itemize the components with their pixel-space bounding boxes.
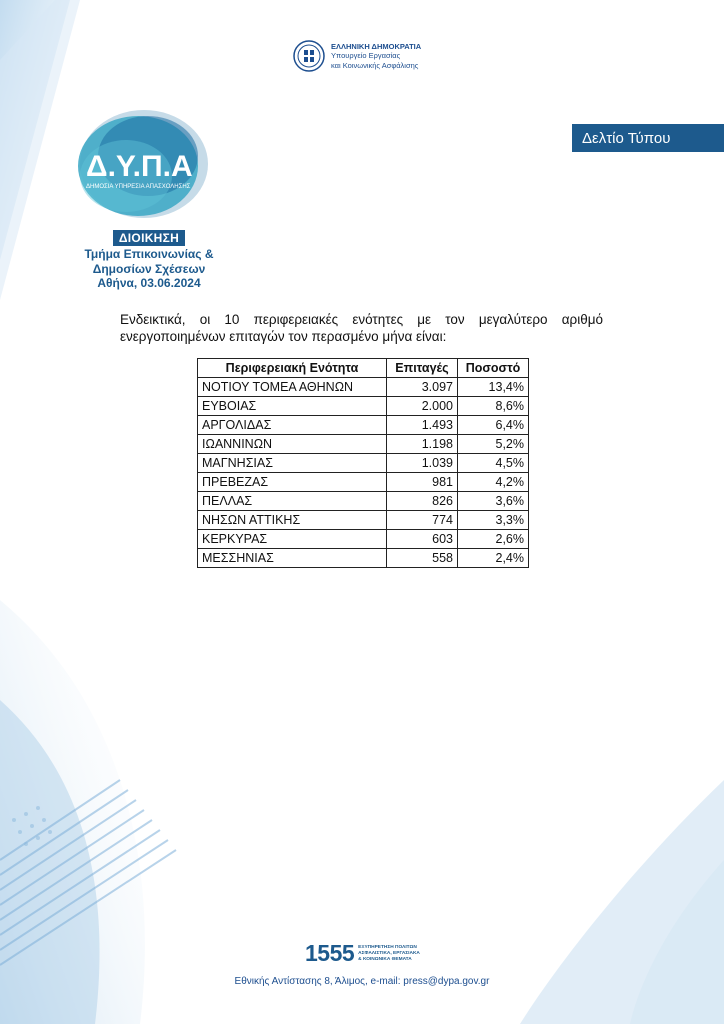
region-cell: ΝΗΣΩΝ ΑΤΤΙΚΗΣ <box>198 511 387 530</box>
region-cell: ΠΡΕΒΕΖΑΣ <box>198 473 387 492</box>
vouchers-cell: 558 <box>387 549 458 568</box>
percentage-cell: 13,4% <box>458 378 529 397</box>
table-row <box>198 435 529 454</box>
greek-seal-icon <box>293 40 325 72</box>
department-line-1: Τμήμα Επικοινωνίας & <box>84 247 214 261</box>
percentage-cell: 5,2% <box>458 435 529 454</box>
percentage-cell: 6,4% <box>458 416 529 435</box>
table-row <box>198 511 529 530</box>
administration-badge: ΔΙΟΙΚΗΣΗ <box>113 230 185 246</box>
percentage-cell: 8,6% <box>458 397 529 416</box>
department-line-2: Δημοσίων Σχέσεων <box>92 261 206 276</box>
header-region: Περιφερειακή Ενότητα <box>198 359 387 378</box>
press-release-tag: Δελτίο Τύπου <box>572 124 724 152</box>
hotline-line-3: & ΚΟΙΝΩΝΙΚΑ ΘΕΜΑΤΑ <box>358 956 412 962</box>
hotline-line-1: ΕΞΥΠΗΡΕΤΗΣΗ ΠΟΛΙΤΩΝ <box>358 944 417 950</box>
region-cell: ΕΥΒΟΙΑΣ <box>198 397 387 416</box>
department-block <box>54 229 244 291</box>
region-cell: ΜΑΓΝΗΣΙΑΣ <box>198 454 387 473</box>
region-cell: ΠΕΛΛΑΣ <box>198 492 387 511</box>
table-row <box>198 378 529 397</box>
regions-table <box>197 358 529 568</box>
hotline-logo <box>305 940 420 967</box>
percentage-cell: 4,2% <box>458 473 529 492</box>
table-header-row <box>198 359 529 378</box>
footer-address: Εθνικής Αντίστασης 8, Άλιμος, e-mail: press@dypa.gov.gr <box>234 976 490 987</box>
percentage-cell: 2,4% <box>458 549 529 568</box>
table-row <box>198 416 529 435</box>
table-row <box>198 530 529 549</box>
logo-subtitle: ΔΗΜΟΣΙΑ ΥΠΗΡΕΣΙΑ ΑΠΑΣΧΟΛΗΣΗΣ <box>86 184 191 190</box>
region-cell: ΜΕΣΣΗΝΙΑΣ <box>198 549 387 568</box>
table-row <box>198 397 529 416</box>
table-row <box>198 473 529 492</box>
ministry-header <box>293 40 421 72</box>
ministry-line-1: ΕΛΛΗΝΙΚΗ ΔΗΜΟΚΡΑΤΙΑ <box>331 41 422 51</box>
percentage-cell: 3,6% <box>458 492 529 511</box>
region-cell: ΚΕΡΚΥΡΑΣ <box>198 530 387 549</box>
percentage-cell: 2,6% <box>458 530 529 549</box>
dypa-logo-graphic <box>66 104 216 224</box>
region-cell: ΙΩΑΝΝΙΝΩΝ <box>198 435 387 454</box>
vouchers-cell: 1.493 <box>387 416 458 435</box>
percentage-cell: 4,5% <box>458 454 529 473</box>
hotline-line-2: ΑΣΦΑΛΙΣΤΙΚΑ, ΕΡΓΑΣΙΑΚΑ <box>358 950 420 956</box>
table-row <box>198 454 529 473</box>
table-row <box>198 549 529 568</box>
vouchers-cell: 2.000 <box>387 397 458 416</box>
vouchers-cell: 774 <box>387 511 458 530</box>
dypa-logo <box>66 104 216 224</box>
vouchers-cell: 826 <box>387 492 458 511</box>
vouchers-cell: 981 <box>387 473 458 492</box>
header-percentage: Ποσοστό <box>458 359 529 378</box>
vouchers-cell: 3.097 <box>387 378 458 397</box>
hotline-number: 1555 <box>305 940 355 966</box>
percentage-cell: 3,3% <box>458 511 529 530</box>
ministry-line-3: και Κοινωνικής Ασφάλισης <box>331 60 419 70</box>
vouchers-cell: 1.198 <box>387 435 458 454</box>
header-vouchers: Επιταγές <box>387 359 458 378</box>
region-cell: ΝΟΤΙΟΥ ΤΟΜΕΑ ΑΘΗΝΩΝ <box>198 378 387 397</box>
region-cell: ΑΡΓΟΛΙΔΑΣ <box>198 416 387 435</box>
vouchers-cell: 1.039 <box>387 454 458 473</box>
logo-text: Δ.Υ.Π.Α <box>86 150 193 183</box>
ministry-line-2: Υπουργείο Εργασίας <box>331 51 401 61</box>
date-line: Αθήνα, 03.06.2024 <box>97 276 201 290</box>
table-row <box>198 492 529 511</box>
vouchers-cell: 603 <box>387 530 458 549</box>
intro-paragraph: Ενδεικτικά, οι 10 περιφερειακές ενότητες με τον μεγαλύτερο αριθμό ενεργοποιημένων επιταγών τον περασμένο μήνα είναι: <box>120 312 603 344</box>
